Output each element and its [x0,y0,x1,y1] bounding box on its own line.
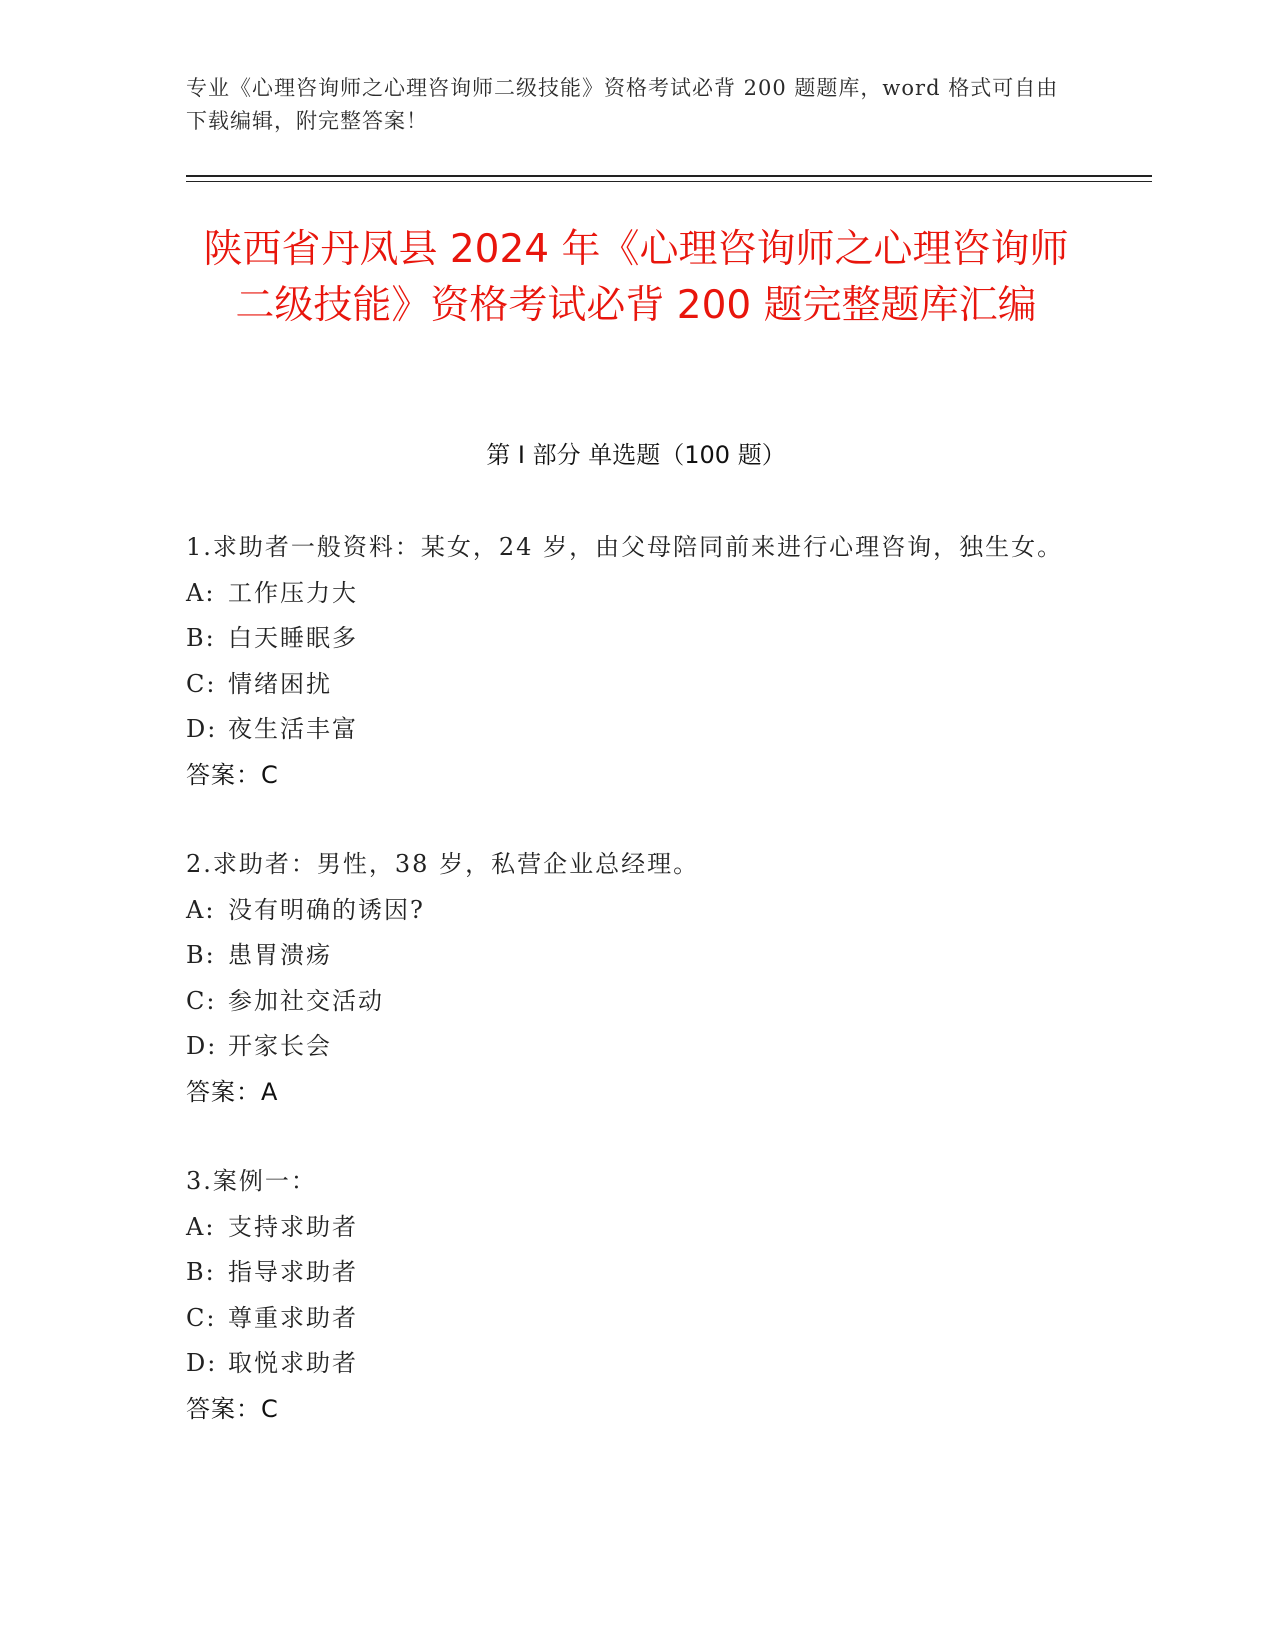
option-b [186,616,1066,662]
option-c [186,979,1066,1025]
option-text: 患胃溃疡 [228,941,332,969]
option-letter: D: [186,1349,218,1377]
option-text: 没有明确的诱因? [228,895,425,924]
option-d [186,707,1066,753]
answer-line: 答案：C [186,1394,279,1423]
option-text: 指导求助者 [228,1258,358,1286]
option-c [186,1296,1066,1342]
document-title: 陕西省丹凤县 2024 年《心理咨询师之心理咨询师二级技能》资格考试必背 200 题完整题库汇编 [203,227,1069,328]
option-text: 支持求助者 [228,1212,358,1241]
option-letter: C: [186,1303,217,1332]
option-letter: A: [186,1212,216,1241]
header-divider-thin [186,181,1152,182]
option-a [186,888,1066,934]
option-text: 白天睡眠多 [228,624,358,652]
option-letter: D: [186,1032,218,1060]
question-list [186,525,1066,1432]
question-stem: 1.求助者一般资料：某女，24 岁，由父母陪同前来进行心理咨询，独生女。 [186,533,1064,561]
option-d [186,1341,1066,1387]
answer-line: 答案：C [186,760,279,789]
option-letter: B: [186,941,216,969]
option-b [186,933,1066,979]
option-letter: A: [186,578,216,607]
option-text: 夜生活丰富 [228,715,358,743]
option-letter: D: [186,715,218,743]
option-letter: B: [186,624,216,652]
option-text: 工作压力大 [228,578,358,607]
question-stem: 2.求助者：男性，38 岁，私营企业总经理。 [186,850,700,878]
header-note: 专业《心理咨询师之心理咨询师二级技能》资格考试必背 200 题题库，word 格式可自由下载编辑，附完整答案！ [186,76,1059,133]
option-a [186,1205,1066,1251]
question-stem: 3.案例一： [186,1167,317,1195]
section-heading: 第 I 部分 单选题（100 题） [486,441,786,469]
option-text: 情绪困扰 [228,669,332,698]
question-spacer [186,1115,1066,1159]
option-d [186,1024,1066,1070]
option-a [186,571,1066,617]
question-item [186,842,1066,1115]
option-text: 取悦求助者 [228,1349,358,1377]
option-text: 参加社交活动 [228,986,384,1015]
option-letter: B: [186,1258,216,1286]
question-item [186,1159,1066,1432]
answer-line: 答案：A [186,1077,279,1106]
question-item [186,525,1066,798]
option-letter: A: [186,895,216,924]
option-letter: C: [186,986,217,1015]
option-text: 尊重求助者 [228,1303,358,1332]
question-spacer [186,798,1066,842]
option-text: 开家长会 [228,1032,332,1060]
option-c [186,662,1066,708]
header-divider-thick [186,175,1152,177]
option-letter: C: [186,669,217,698]
option-b [186,1250,1066,1296]
